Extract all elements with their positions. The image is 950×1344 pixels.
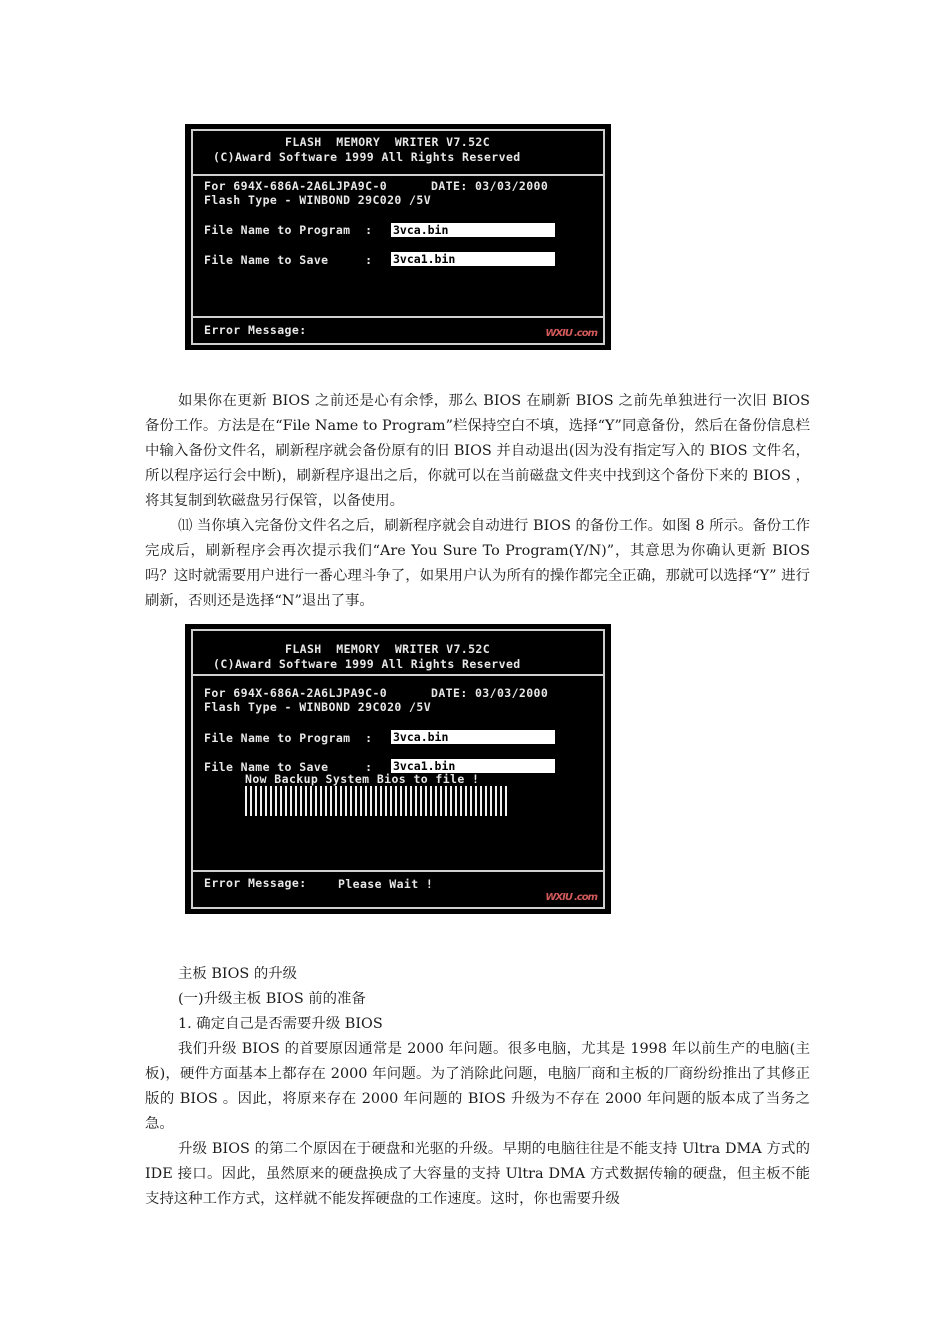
program-label: File Name to Program : — [204, 731, 373, 745]
paragraph: 升级 BIOS 的第二个原因在于硬盘和光驱的升级。早期的电脑往往是不能支持 Ultra DMA 方式的 IDE 接口。因此，虽然原来的硬盘换成了大容量的支持 Ultra DMA 方式数据传输的硬盘，但主板不能支持这种工作方式，这样就不能发挥硬盘的工作速度。这时，你也需要升级 — [145, 1141, 810, 1207]
subsection-heading: (一)升级主板 BIOS 前的准备 — [178, 991, 366, 1007]
body-text-block-2 — [145, 1037, 810, 1212]
flash-writer-screenshot-1 — [185, 124, 611, 350]
section-heading: 主板 BIOS 的升级 — [178, 966, 298, 982]
program-label: File Name to Program : — [204, 223, 373, 237]
screen-title: FLASH MEMORY WRITER V7.52C — [285, 135, 491, 149]
item-heading: 1. 确定自己是否需要升级 BIOS — [178, 1016, 383, 1032]
save-label: File Name to Save : — [204, 760, 373, 774]
board-info: For 694X-686A-2A6LJPA9C-0 DATE: 03/03/2000 — [204, 686, 549, 700]
flash-type: Flash Type - WINBOND 29C020 /5V — [204, 193, 432, 207]
paragraph: ⑾ 当你填入完备份文件名之后，刷新程序就会自动进行 BIOS 的备份工作。如图 8 所示。备份工作完成后，刷新程序会再次提示我们“Are You Sure To Program(Y/N)”，其意思为你确认更新 BIOS 吗？这时就需要用户进行一番心理斗争了，如果用户认为所有的操作都完全正确，那就可以选择“Y” 进行刷新，否则还是选择“N”退出了事。 — [145, 518, 810, 609]
program-field: 3vca.bin — [391, 223, 555, 237]
paragraph: 我们升级 BIOS 的首要原因通常是 2000 年问题。很多电脑，尤其是 1998 年以前生产的电脑(主板)，硬件方面基本上都存在 2000 年问题。为了消除此问题，电脑厂商和主板的厂商纷纷推出了其修正版的 BIOS 。因此，将原来存在 2000 年问题的 BIOS 升级为不存在 2000 年问题的版本成了当务之急。 — [145, 1041, 810, 1132]
save-label: File Name to Save : — [204, 253, 373, 267]
divider — [191, 174, 605, 176]
paragraph: 如果你在更新 BIOS 之前还是心有余悸，那么 BIOS 在刷新 BIOS 之前先单独进行一次旧 BIOS 备份工作。方法是在“File Name to Program”栏保持空白不填，选择“Y”同意备份，然后在备份信息栏中输入备份文件名，刷新程序就会备份原有的旧 BIOS 并自动退出(因为没有指定写入的 BIOS 文件名，所以程序运行会中断)，刷新程序退出之后，你就可以在当前磁盘文件夹中找到这个备份下来的 BIOS ，将其复制到软磁盘另行保管，以备使用。 — [145, 393, 810, 509]
board-info: For 694X-686A-2A6LJPA9C-0 DATE: 03/03/2000 — [204, 179, 549, 193]
save-field: 3vca1.bin — [391, 759, 555, 773]
error-label: Error Message: — [204, 323, 307, 337]
watermark-logo: WXIU .com — [545, 892, 597, 903]
watermark-logo: WXIU .com — [545, 328, 597, 339]
save-field: 3vca1.bin — [391, 252, 555, 266]
program-field: 3vca.bin — [391, 730, 555, 744]
backup-message: Now Backup System Bios to file ! — [245, 772, 480, 786]
flash-writer-screenshot-2 — [185, 624, 611, 914]
screen-copyright: (C)Award Software 1999 All Rights Reserved — [213, 150, 521, 164]
error-label: Error Message: — [204, 876, 307, 890]
progress-bar — [245, 786, 507, 816]
divider — [191, 674, 605, 676]
flash-type: Flash Type - WINBOND 29C020 /5V — [204, 700, 432, 714]
body-text-block-1 — [145, 389, 810, 614]
screen-title: FLASH MEMORY WRITER V7.52C — [285, 642, 491, 656]
screen-copyright: (C)Award Software 1999 All Rights Reserved — [213, 657, 521, 671]
divider — [191, 870, 605, 872]
error-value: Please Wait ! — [338, 877, 434, 891]
